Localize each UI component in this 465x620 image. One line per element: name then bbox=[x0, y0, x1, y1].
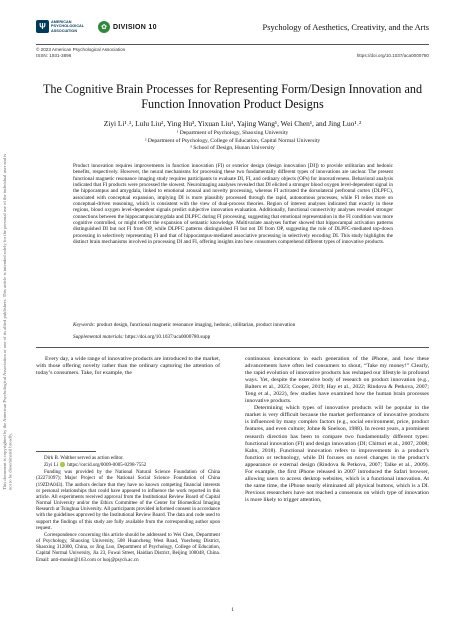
copyright-meta bbox=[36, 47, 125, 58]
abstract-rule bbox=[36, 347, 429, 348]
supplemental-label: Supplemental materials: bbox=[73, 334, 124, 340]
orcid-link[interactable]: https://orcid.org/0009-0005-0298-7552 bbox=[67, 462, 147, 469]
page-header bbox=[36, 20, 429, 42]
division-logo bbox=[98, 21, 157, 33]
header-rule bbox=[36, 44, 429, 45]
affiliations bbox=[36, 130, 429, 153]
body-left-column bbox=[36, 356, 220, 377]
doi-link[interactable]: https://doi.org/10.1037/aca0000780 bbox=[356, 53, 429, 58]
affiliation-3: ³ School of Design, Hunan University bbox=[190, 145, 275, 151]
page-number: 1 bbox=[231, 607, 234, 613]
body-right-column bbox=[245, 356, 429, 504]
apa-logo-icon: Ψ bbox=[36, 20, 49, 33]
footnote-rule bbox=[36, 451, 96, 452]
supplemental-link[interactable]: https://doi.org/10.1037/aca0000780.supp bbox=[125, 334, 211, 340]
action-editor-note: Dirk B. Walther served as action editor. bbox=[44, 455, 124, 461]
supplemental-line bbox=[73, 334, 393, 340]
affiliation-1: ¹ Department of Psychology, Shaoxing University bbox=[176, 130, 289, 136]
orcid-author-name: Ziyi Li bbox=[44, 462, 59, 469]
apa-logo bbox=[36, 20, 101, 33]
copyright-line: © 2023 American Psychological Association bbox=[36, 47, 126, 52]
orcid-note bbox=[36, 462, 220, 468]
affiliation-2: ² Department of Psychology, College of Education, Capital Normal University bbox=[144, 137, 321, 144]
copyright-sidenote: This document is copyrighted by the American Psychological Association or one of its allied publishers. This article is intended solely for the personal use of the individual user and is not to be disseminated broadly. bbox=[2, 153, 13, 490]
author-notes bbox=[36, 455, 220, 564]
correspondence-note: Correspondence concerning this article should be addressed to Wei Chen, Department of Psychology, Shaoxing University, 508 Huancheng West Road, Yuecheng District, Shaoxing 312000, China, or Jing Luo, Department of Psychology, College of Education, Capital Normal University, Jia 23, Fuwai Street, Haidian District, Beijing 100048, China. Email: anti-monist@163.com or luoj@psych.ac.cn bbox=[36, 531, 220, 563]
keywords-line bbox=[73, 322, 393, 328]
orcid-icon bbox=[60, 462, 65, 467]
funding-note: Funding was provided by the National Natural Science Foundation of China (32271097); Major Project of the National Social Science Foundation of China (19ZDA043). The authors declare that they have no known competing financial interests or personal relationships that could have appeared to influence the work reported in this article. All experiments received approval from the Institutional Review Board of Capital Normal University and/or the Ethics Committee of the Center for Biomedical Imaging Research at Tsinghua University. All participants provided informed consent in accordance with the guidelines approved by the Institutional Review Board. The data and code used to support the findings of this study are fully available from the corresponding author upon request. bbox=[36, 469, 220, 531]
abstract: Product innovation requires improvements in function innovation (FI) or exterior design (design innovation [DI]) to provide utilitarian and hedonic benefits, respectively. However, the neural mechanisms for processing these two fundamentally different types of innovations are unclear. The present functional magnetic resonance imaging study requires participants to evaluate DI, FI, and ordinary objects (OPs) for innovativeness. Behavioral analysis indicated that FI products were processed the slowest. Neuroimaging analyses revealed that DI elicited a stronger blood oxygen level-dependent signal in the hippocampus and amygdala, linked to emotional arousal and novelty processing, whereas FI activated the dorsolateral prefrontal cortex (DLPFC), associated with conceptual expansion, implying DI is more plausibly processed through the rapid, autonomous processes, while FI relies more on conceptual-driven reasoning, which is consistent with the view of dual-process theories. Region of interest analyses indicated that exactly in these regions, blood oxygen level-dependent signals predict subjective innovation evaluation. Additionally, functional connectivity analyses revealed stronger connections between the hippocampus/amygdala and DLPFC during FI processing, suggesting that emotional representation in the FI condition was more cognitive controlled, or might reflect the expansion of semantic knowledge. Multivariate analyses further showed that hippocampal activation patterns distinguished DI but not FI from OP, while DLPFC patterns distinguished FI but not DI from OP, suggesting the role of DLPFC-mediated top-down processing in selectively representing FI and that of hippocampus-mediated associative processing in selectively encoding DI. This study highlights the distinct brain mechanisms involved in processing DI and FI, offering insights into how consumers comprehend different types of innovative products. bbox=[73, 163, 393, 246]
division-logo-text: DIVISION 10 bbox=[113, 23, 157, 31]
right-paragraph-1: continuous innovations in each generation of the iPhone, and how these advancements have often led consumers to shout, “Take my money!” Clearly, the rapid evolution of innovative products has reshaped our lifestyle in profound ways. Yet, despite the extensive body of research on product innovation (e.g., Balters et al., 2023; Cooper, 2019; Hay et al., 2022; Rindova & Petkova, 2007; Teng et al., 2022), few studies have examined how the human brain processes innovative products. bbox=[245, 356, 429, 405]
keywords-text: product design, functional magnetic resonance imaging, hedonic, utilitarian, product innovation bbox=[96, 322, 296, 328]
keywords-label: Keywords: bbox=[73, 322, 96, 328]
right-paragraph-2: Determining which types of innovative products will be popular in the market is very difficult because the market performance of innovative products is influenced by many complex factors (e.g., social environment, price, product features, and even culture; Johne & Snelson, 1988). In recent years, a prominent research direction has been to compare two fundamentally different types: functional innovation (FI) and design innovation (DI; Chitturi et al., 2007, 2008; Kahn, 2018). Functional innovation refers to improvements in a product’s function or technology, while DI focuses on novel changes in the product’s appearance or external design (Rindova & Petkova, 2007; Talke et al., 2009). For example, the first iPhone released in 2007 introduced the Safari browser, allowing users to access desktop websites, which is a functional innovation. At the same time, the iPhone nearly eliminated all physical buttons, which is a DI. Previous researchers have not reached a consensus on which type of innovation is more likely to trigger attention, bbox=[245, 405, 429, 503]
division-logo-icon: ✿ bbox=[98, 21, 110, 33]
article-title: The Cognitive Brain Processes for Representing Form/Design Innovation and Function Innovation Product Designs bbox=[42, 82, 423, 111]
apa-logo-text: AMERICAN PSYCHOLOGICAL ASSOCIATION bbox=[51, 20, 85, 33]
intro-paragraph: Every day, a wide range of innovative products are introduced to the market, with those offering novelty rather than the ordinary capturing the attention of today’s consumers. Take, for example, the bbox=[36, 356, 220, 377]
issn-line: ISSN: 1931-3896 bbox=[36, 52, 72, 58]
journal-title: Psychology of Aesthetics, Creativity, and the Arts bbox=[262, 23, 429, 32]
author-list: Ziyi Li¹˒², Lulu Liu², Ying Hu³, Yixuan Liu¹, Yajing Wang¹, Wei Chen¹, and Jing Luo¹˒² bbox=[103, 119, 362, 128]
